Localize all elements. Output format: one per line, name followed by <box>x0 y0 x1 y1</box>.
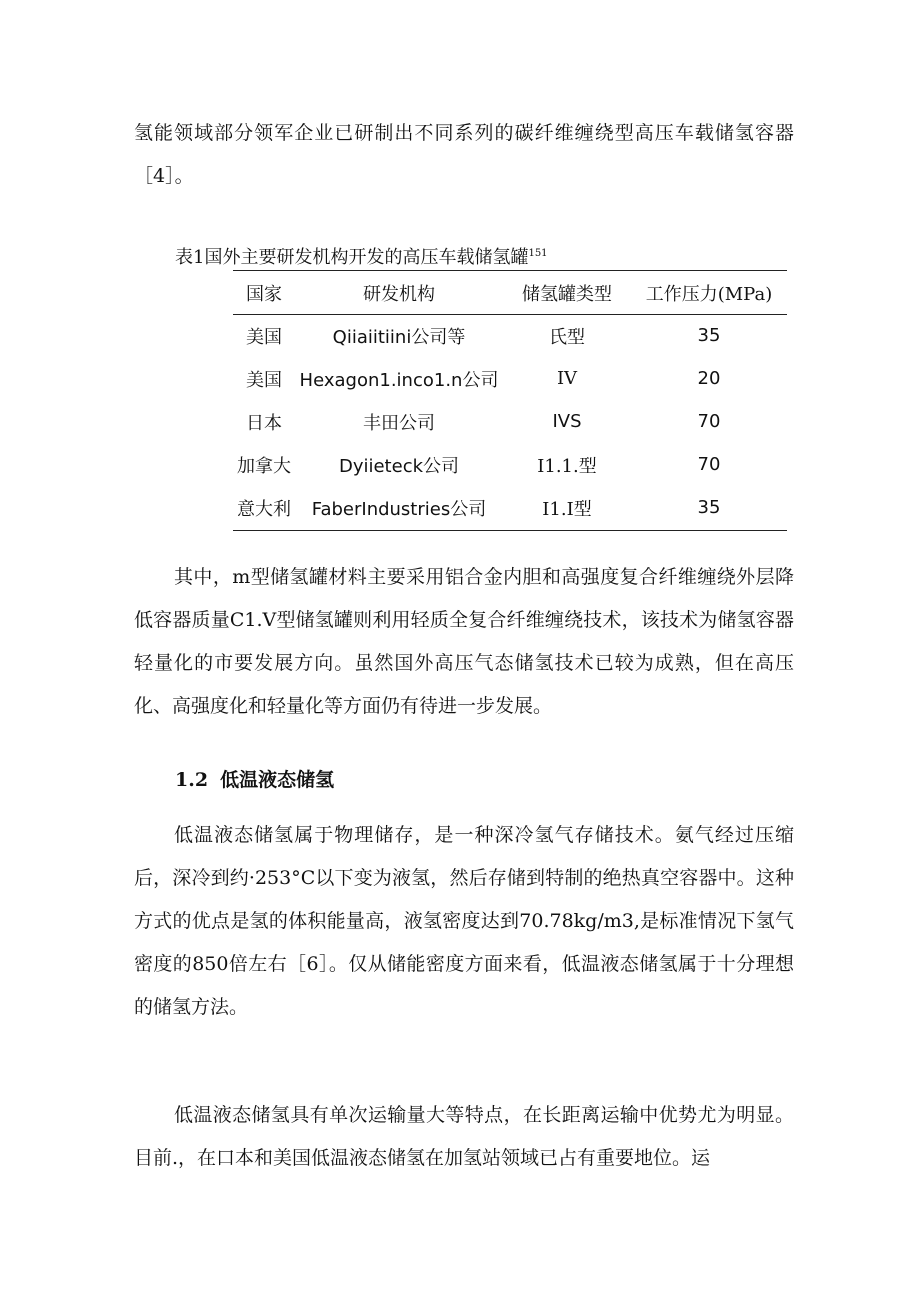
table-row <box>233 486 787 529</box>
cell-institution: Dyiieteck公司 <box>338 455 460 477</box>
cell-pressure: 35 <box>697 325 721 346</box>
header-tank-type: 储氢罐类型 <box>522 284 612 305</box>
table-header-row <box>233 272 787 314</box>
hydrogen-tank-table <box>233 272 787 529</box>
cell-tank-type: 氏型 <box>549 326 585 348</box>
table-row <box>233 314 787 357</box>
cell-tank-type: IVS <box>552 411 582 432</box>
table-caption-text: 表1国外主要研发机构开发的高压车载储氢罐 <box>175 247 529 268</box>
cell-institution: FaberIndustries公司 <box>311 498 487 520</box>
cell-institution: Qiiaiitiini公司等 <box>332 326 466 348</box>
liquid-storage-paragraph-1: 低温液态储氢属于物理储存，是一种深冷氢气存储技术。氨气经过压缩后，深冷到约·253°C以下变为液氢，然后存储到特制的绝热真空容器中。这种方式的优点是氢的体积能量高，液氢密度达到70.78kg∕m3,是标准情况下氢气密度的850倍左右［6］。仅从储能密度方面来看，低温液态储氢属于十分理想的储氢方法。 <box>134 824 794 1018</box>
cell-country: 意大利 <box>237 498 291 520</box>
cell-country: 美国 <box>246 369 282 391</box>
table-top-rule <box>233 270 787 271</box>
table-row <box>233 357 787 400</box>
header-institution: 研发机构 <box>363 284 435 305</box>
cell-tank-type: IV <box>556 368 578 389</box>
section-heading <box>175 765 334 792</box>
cell-country: 加拿大 <box>237 455 291 477</box>
cell-pressure: 20 <box>697 368 721 389</box>
table-bottom-rule <box>233 530 787 531</box>
cell-pressure: 70 <box>697 454 721 475</box>
table-row <box>233 443 787 486</box>
cell-tank-type: I1.I型 <box>542 498 592 520</box>
intro-paragraph: 氢能领域部分领军企业已研制出不同系列的碳纤维缠绕型高压车载储氢容器［4］。 <box>134 122 794 187</box>
liquid-storage-paragraph-2: 低温液态储氢具有单次运输量大等特点，在长距离运输中优势尤为明显。目前.，在口本和美国低温液态储氢在加氢站领域已占有重要地位。运 <box>134 1104 794 1169</box>
cell-country: 美国 <box>246 326 282 348</box>
header-country: 国家 <box>246 284 282 305</box>
section-title: 低温液态储氢 <box>220 769 335 791</box>
tank-type-paragraph: 其中，m型储氢罐材料主要采用铝合金内胆和高强度复合纤维缠绕外层降低容器质量C1.V型储氢罐则利用轻质全复合纤维缠绕技术，该技术为储氢容器轻量化的市要发展方向。虽然国外高压气态储氢技术已较为成熟，但在高压化、高强度化和轻量化等方面仍有待进一步发展。 <box>134 566 794 717</box>
cell-institution: 丰田公司 <box>363 412 435 434</box>
header-working-pressure: 工作压力(MPa) <box>645 284 773 305</box>
cell-tank-type: I1.1.型 <box>537 455 597 477</box>
table-caption-reference: 151 <box>528 248 548 259</box>
table-row <box>233 400 787 443</box>
cell-country: 日本 <box>246 412 282 434</box>
cell-pressure: 70 <box>697 411 721 432</box>
cell-institution: Hexagon1.inco1.n公司 <box>299 369 499 391</box>
table-caption <box>175 243 548 269</box>
cell-pressure: 35 <box>697 497 721 518</box>
section-number: 1.2 <box>175 769 209 791</box>
